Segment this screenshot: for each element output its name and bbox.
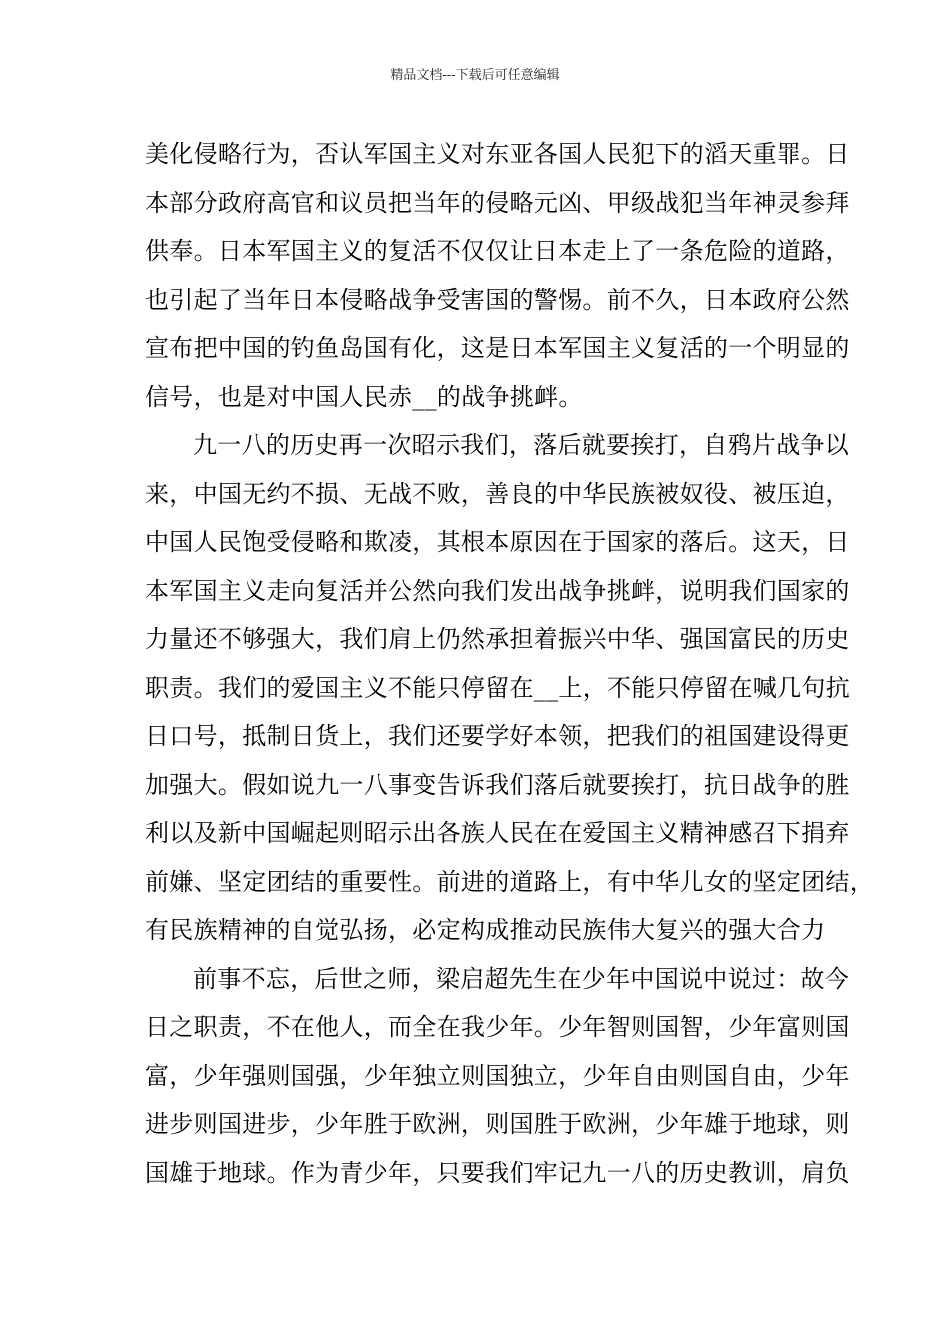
text-line: 来，中国无约不损、无战不败，善良的中华民族被奴役、被压迫， — [145, 479, 850, 508]
text-line: 中国人民饱受侵略和欺凌，其根本原因在于国家的落后。这天，日 — [145, 528, 850, 556]
document-body — [145, 130, 874, 1197]
text-line: 有民族精神的自觉弘扬，必定构成推动民族伟大复兴的强大合力 — [145, 916, 826, 944]
text-line: 前事不忘，后世之师，梁启超先生在少年中国说中说过：故今 — [193, 964, 850, 993]
text-line: 职责。我们的爱国主义不能只停留在__上，不能只停留在喊几句抗 — [145, 673, 850, 702]
text-line: 日之职责，不在他人，而全在我少年。少年智则国智，少年富则国 — [145, 1013, 850, 1041]
text-line: 美化侵略行为，否认军国主义对东亚各国人民犯下的滔天重罪。日 — [145, 140, 850, 168]
text-line: 利以及新中国崛起则昭示出各族人民在在爱国主义精神感召下捐弃 — [145, 819, 850, 847]
text-line: 供奉。日本军国主义的复活不仅仅让日本走上了一条危险的道路， — [145, 237, 850, 265]
page-header: 精品文档---下载后可任意编辑 — [390, 68, 560, 83]
text-line: 本军国主义走向复活并公然向我们发出战争挑衅，说明我们国家的 — [145, 576, 850, 605]
text-line: 富，少年强则国强，少年独立则国独立，少年自由则国自由，少年 — [145, 1061, 850, 1090]
text-line: 宣布把中国的钓鱼岛国有化，这是日本军国主义复活的一个明显的 — [145, 334, 850, 362]
text-line: 九一八的历史再一次昭示我们，落后就要挨打，自鸦片战争以 — [193, 431, 850, 459]
text-line: 加强大。假如说九一八事变告诉我们落后就要挨打，抗日战争的胜 — [145, 770, 850, 799]
text-line: 力量还不够强大，我们肩上仍然承担着振兴中华、强国富民的历史 — [145, 625, 850, 653]
text-line: 国雄于地球。作为青少年，只要我们牢记九一八的历史教训，肩负 — [145, 1158, 850, 1187]
text-line: 前嫌、坚定团结的重要性。前进的道路上，有中华儿女的坚定团结， — [145, 867, 874, 896]
text-line: 也引起了当年日本侵略战争受害国的警惕。前不久，日本政府公然 — [145, 285, 850, 314]
text-line: 信号，也是对中国人民赤__的战争挑衅。 — [145, 382, 583, 411]
text-line: 本部分政府高官和议员把当年的侵略元凶、甲级战犯当年神灵参拜 — [145, 188, 850, 217]
text-line: 日口号，抵制日货上，我们还要学好本领，把我们的祖国建设得更 — [145, 722, 850, 750]
text-line: 进步则国进步，少年胜于欧洲，则国胜于欧洲，少年雄于地球，则 — [145, 1110, 850, 1138]
